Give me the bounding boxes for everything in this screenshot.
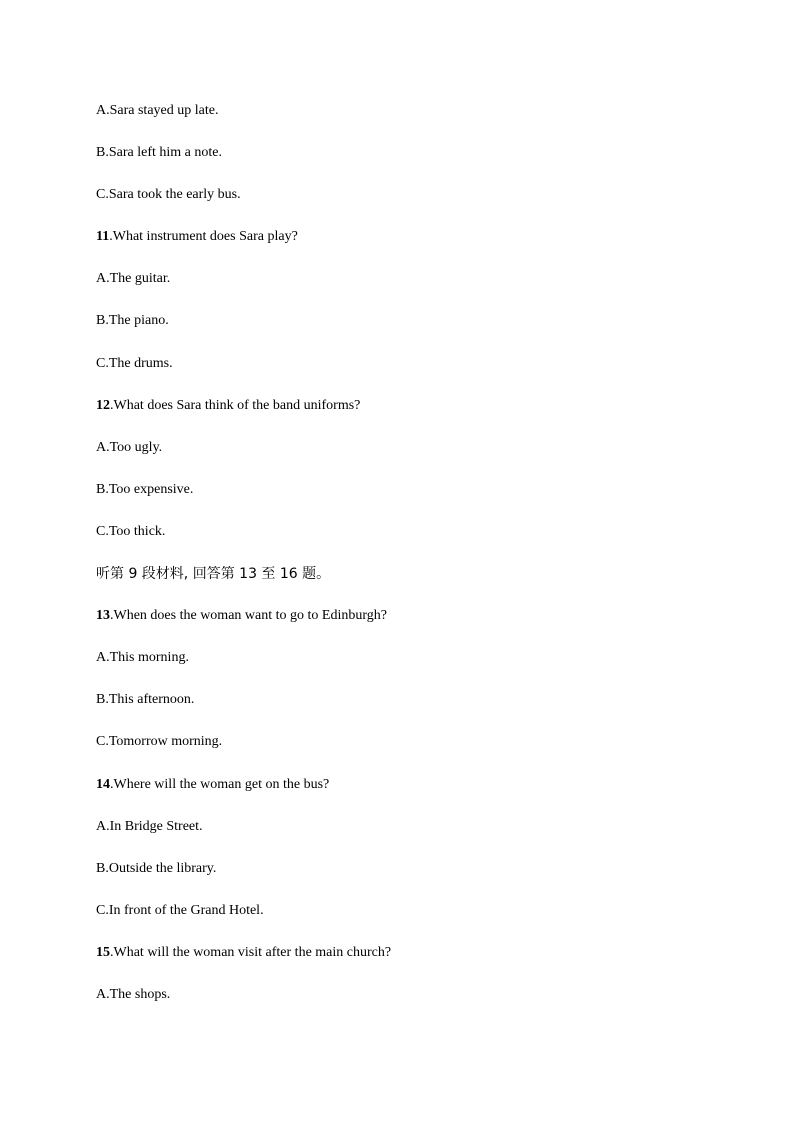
option-text: B.This afternoon. (96, 692, 195, 708)
question-text: .What does Sara think of the band uniforms? (110, 397, 361, 413)
option-line (96, 479, 716, 521)
option-text: C.The drums. (96, 355, 173, 371)
section-instruction (96, 563, 716, 605)
option-line (96, 731, 716, 773)
option-line (96, 268, 716, 310)
question-number: 12 (96, 397, 110, 413)
document-page (96, 100, 716, 1026)
option-text: A.Sara stayed up late. (96, 103, 219, 118)
question-number: 14 (96, 776, 110, 792)
question-text: .What will the woman visit after the main church? (110, 944, 392, 960)
option-line (96, 100, 716, 142)
option-text: C.Sara took the early bus. (96, 187, 241, 203)
question-line (96, 226, 716, 268)
option-line (96, 900, 716, 942)
option-line (96, 310, 716, 352)
option-line (96, 816, 716, 858)
option-line (96, 437, 716, 479)
question-text: .What instrument does Sara play? (109, 229, 298, 245)
question-text: .When does the woman want to go to Edinburgh? (110, 608, 387, 624)
option-text: B.Too expensive. (96, 481, 194, 497)
option-text: A.The shops. (96, 986, 171, 1002)
section-instruction-text: 听第 9 段材料, 回答第 13 至 16 题。 (96, 566, 331, 583)
option-text: A.Too ugly. (96, 439, 163, 455)
option-text: B.Sara left him a note. (96, 145, 222, 161)
option-text: B.The piano. (96, 313, 169, 329)
option-line (96, 858, 716, 900)
option-line (96, 689, 716, 731)
question-line (96, 774, 716, 816)
option-text: A.The guitar. (96, 271, 171, 287)
option-text: C.Too thick. (96, 523, 166, 539)
question-line (96, 942, 716, 984)
option-line (96, 521, 716, 563)
option-line (96, 353, 716, 395)
option-text: B.Outside the library. (96, 860, 217, 876)
option-text: A.This morning. (96, 650, 189, 666)
option-line (96, 184, 716, 226)
question-number: 11 (96, 229, 110, 245)
option-text: A.In Bridge Street. (96, 818, 203, 834)
question-text: .Where will the woman get on the bus? (110, 776, 330, 792)
option-text: C.Tomorrow morning. (96, 734, 223, 750)
question-number: 15 (96, 944, 110, 960)
option-line (96, 647, 716, 689)
question-line (96, 395, 716, 437)
option-line (96, 142, 716, 184)
question-line (96, 605, 716, 647)
option-text: C.In front of the Grand Hotel. (96, 902, 264, 918)
question-number: 13 (96, 608, 110, 624)
option-line (96, 984, 716, 1026)
